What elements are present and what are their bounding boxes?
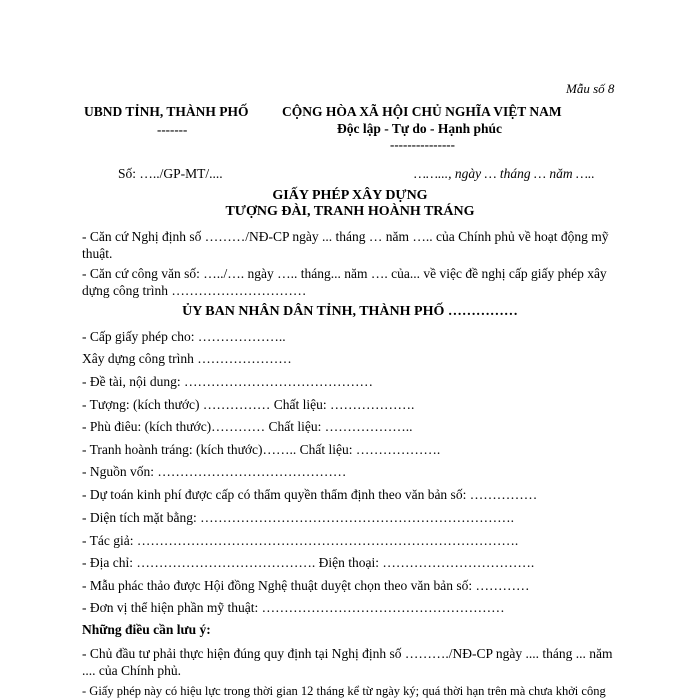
form-number: Mẫu số 8 — [566, 81, 615, 96]
authority-divider: ------- — [157, 122, 188, 137]
place-date: ……..., ngày … tháng … năm ….. — [414, 166, 595, 181]
note-compliance: - Chủ đầu tư phải thực hiện đúng quy định tại Nghị định số ………./NĐ-CP ngày .... tháng ... năm .... của Chính phủ. — [82, 646, 613, 678]
document-title: GIẤY PHÉP XÂY DỰNG — [272, 188, 428, 203]
note-validity: - Giấy phép này có hiệu lực trong thời gian 12 tháng kể từ ngày ký; quá thời hạn trên mà chưa khởi công — [82, 684, 606, 698]
field-mural: - Tranh hoành tráng: (kích thước)…….. Chất liệu: ………………. — [82, 442, 441, 457]
field-grantee: - Cấp giấy phép cho: ……………….. — [82, 329, 286, 344]
field-funding-source: - Nguồn vốn: …………………………………… — [82, 464, 347, 479]
motto-divider: --------------- — [390, 137, 455, 152]
field-relief: - Phù điêu: (kích thước)………… Chất liệu: ……………….. — [82, 419, 413, 434]
document-number: Số: …../GP-MT/.... — [118, 166, 223, 181]
field-statue: - Tượng: (kích thước) …………… Chất liệu: ………………. — [82, 397, 415, 412]
field-subject: - Đề tài, nội dung: …………………………………… — [82, 374, 373, 389]
field-address-phone: - Địa chỉ: …………………………………. Điện thoại: ……………………………. — [82, 555, 535, 570]
notes-heading: Những điều cần lưu ý: — [82, 622, 211, 637]
field-art-contractor: - Đơn vị thể hiện phần mỹ thuật: ……………………………………………… — [82, 600, 505, 615]
legal-basis-request: - Căn cứ công văn số: …../…. ngày ….. tháng... năm …. của... về việc đề nghị cấp giấy phép xây dựng công trình ………………………… — [82, 266, 607, 298]
approving-authority: ỦY BAN NHÂN DÂN TỈNH, THÀNH PHỐ …………… — [182, 304, 518, 319]
field-author: - Tác giả: …………………………………………………………………………. — [82, 533, 519, 548]
national-motto: Độc lập - Tự do - Hạnh phúc — [337, 121, 503, 136]
document-subtitle: TƯỢNG ĐÀI, TRANH HOÀNH TRÁNG — [225, 204, 475, 219]
field-sketch-approval: - Mẫu phác thảo được Hội đồng Nghệ thuật duyệt chọn theo văn bản số: ………… — [82, 578, 530, 593]
national-title: CỘNG HÒA XÃ HỘI CHỦ NGHĨA VIỆT NAM — [282, 104, 562, 119]
issuing-authority: UBND TỈNH, THÀNH PHỐ — [84, 104, 249, 119]
legal-basis-decree: - Căn cứ Nghị định số ………/NĐ-CP ngày ... tháng … năm ….. của Chính phủ về hoạt động mỹ thuật. — [82, 229, 609, 261]
field-budget: - Dự toán kinh phí được cấp có thẩm quyền thẩm định theo văn bản số: …………… — [82, 487, 538, 502]
field-project: Xây dựng công trình ………………… — [82, 351, 292, 366]
field-site-area: - Diện tích mặt bằng: ……………………………………………………………. — [82, 510, 514, 525]
